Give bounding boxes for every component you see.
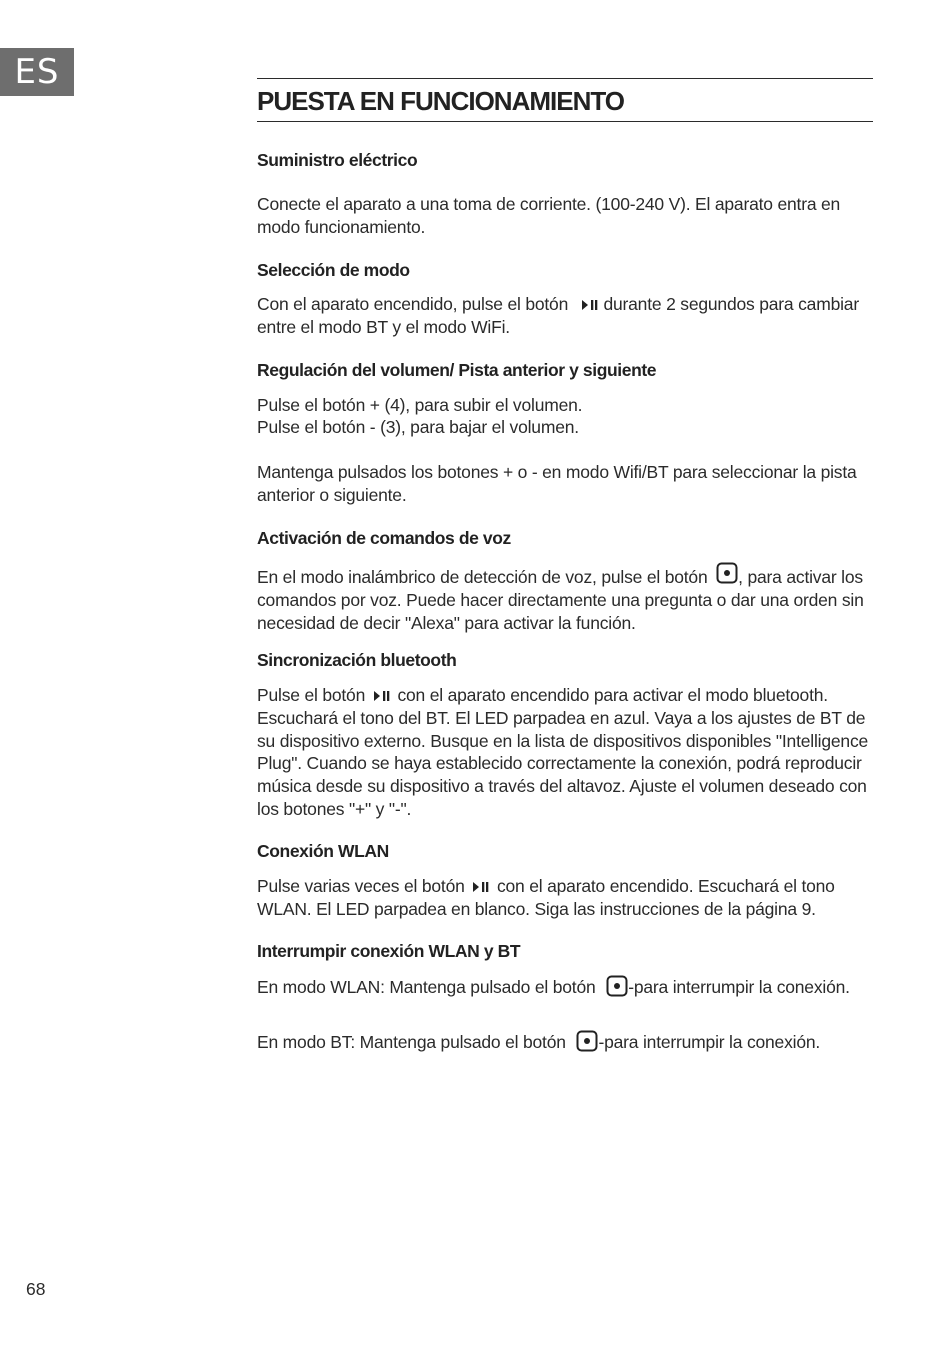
title-block xyxy=(257,78,873,122)
bt-text-a: Pulse el botón xyxy=(257,685,370,705)
heading-mode-selection: Selección de modo xyxy=(257,260,410,280)
paragraph-interrupt-bt xyxy=(257,1030,873,1054)
heading-volume: Regulación del volumen/ Pista anterior y siguiente xyxy=(257,360,657,380)
paragraph-track-skip: Mantenga pulsados los botones + o - en modo Wifi/BT para seleccionar la pista anterior o siguiente. xyxy=(257,462,857,505)
paragraph-volume-up: Pulse el botón + (4), para subir el volumen. xyxy=(257,395,583,415)
heading-voice-commands: Activación de comandos de voz xyxy=(257,528,511,548)
heading-interrupt: Interrumpir conexión WLAN y BT xyxy=(257,941,521,961)
interrupt-wlan-text-b: -para interrumpir la conexión. xyxy=(628,977,850,997)
wlan-text-a: Pulse varias veces el botón xyxy=(257,876,470,896)
heading-power-supply: Suministro eléctrico xyxy=(257,150,418,170)
page-title: PUESTA EN FUNCIONAMIENTO xyxy=(257,86,624,116)
voice-button-icon xyxy=(576,1030,598,1052)
mode-text-b: durante 2 segundos para cambiar entre el modo BT y el modo WiFi. xyxy=(257,294,859,337)
paragraph-bluetooth xyxy=(257,684,873,821)
paragraph-wlan xyxy=(257,875,873,921)
interrupt-bt-text-b: -para interrumpir la conexión. xyxy=(598,1032,821,1052)
voice-button-icon xyxy=(716,562,738,584)
play-pause-icon xyxy=(373,689,391,703)
wlan-text-b: con el aparato encendido. Escuchará el tono WLAN. El LED parpadea en blanco. Siga las instrucciones de la página 9. xyxy=(257,876,835,919)
voice-text-a: En el modo inalámbrico de detección de voz, pulse el botón xyxy=(257,567,713,587)
paragraph-power-supply: Conecte el aparato a una toma de corriente. (100-240 V). El aparato entra en modo funcionamiento. xyxy=(257,194,841,237)
mode-text-a: Con el aparato encendido, pulse el botón xyxy=(257,294,573,314)
paragraph-interrupt-wlan xyxy=(257,975,873,999)
voice-button-icon xyxy=(606,975,628,997)
play-pause-icon xyxy=(581,298,599,312)
interrupt-wlan-text-a: En modo WLAN: Mantenga pulsado el botón xyxy=(257,977,601,997)
paragraph-mode-selection xyxy=(257,293,873,339)
play-pause-icon xyxy=(472,880,490,894)
heading-wlan: Conexión WLAN xyxy=(257,841,389,861)
heading-bluetooth: Sincronización bluetooth xyxy=(257,650,457,670)
interrupt-bt-text-a: En modo BT: Mantenga pulsado el botón xyxy=(257,1032,571,1052)
paragraph-volume-down: Pulse el botón - (3), para bajar el volumen. xyxy=(257,417,579,437)
voice-text-b: , para activar los comandos por voz. Puede hacer directamente una pregunta o dar una orden sin necesidad de decir "Alexa" para activar la función. xyxy=(257,567,864,633)
page-number: 68 xyxy=(26,1279,46,1299)
language-tab: ES xyxy=(0,48,74,96)
paragraph-voice-commands xyxy=(257,562,873,634)
bt-text-b: con el aparato encendido para activar el modo bluetooth. Escuchará el tono del BT. El LED parpadea en azul. Vaya a los ajustes de BT de su dispositivo externo. Busque en la lista de dispositivos disponibles "Intelligence Plug". Cuando se haya establecido correctamente la conexión, podrá reproducir música desde su dispositivo a través del altavoz. Ajuste el volumen deseado con los botones "+" y "-". xyxy=(257,685,869,819)
